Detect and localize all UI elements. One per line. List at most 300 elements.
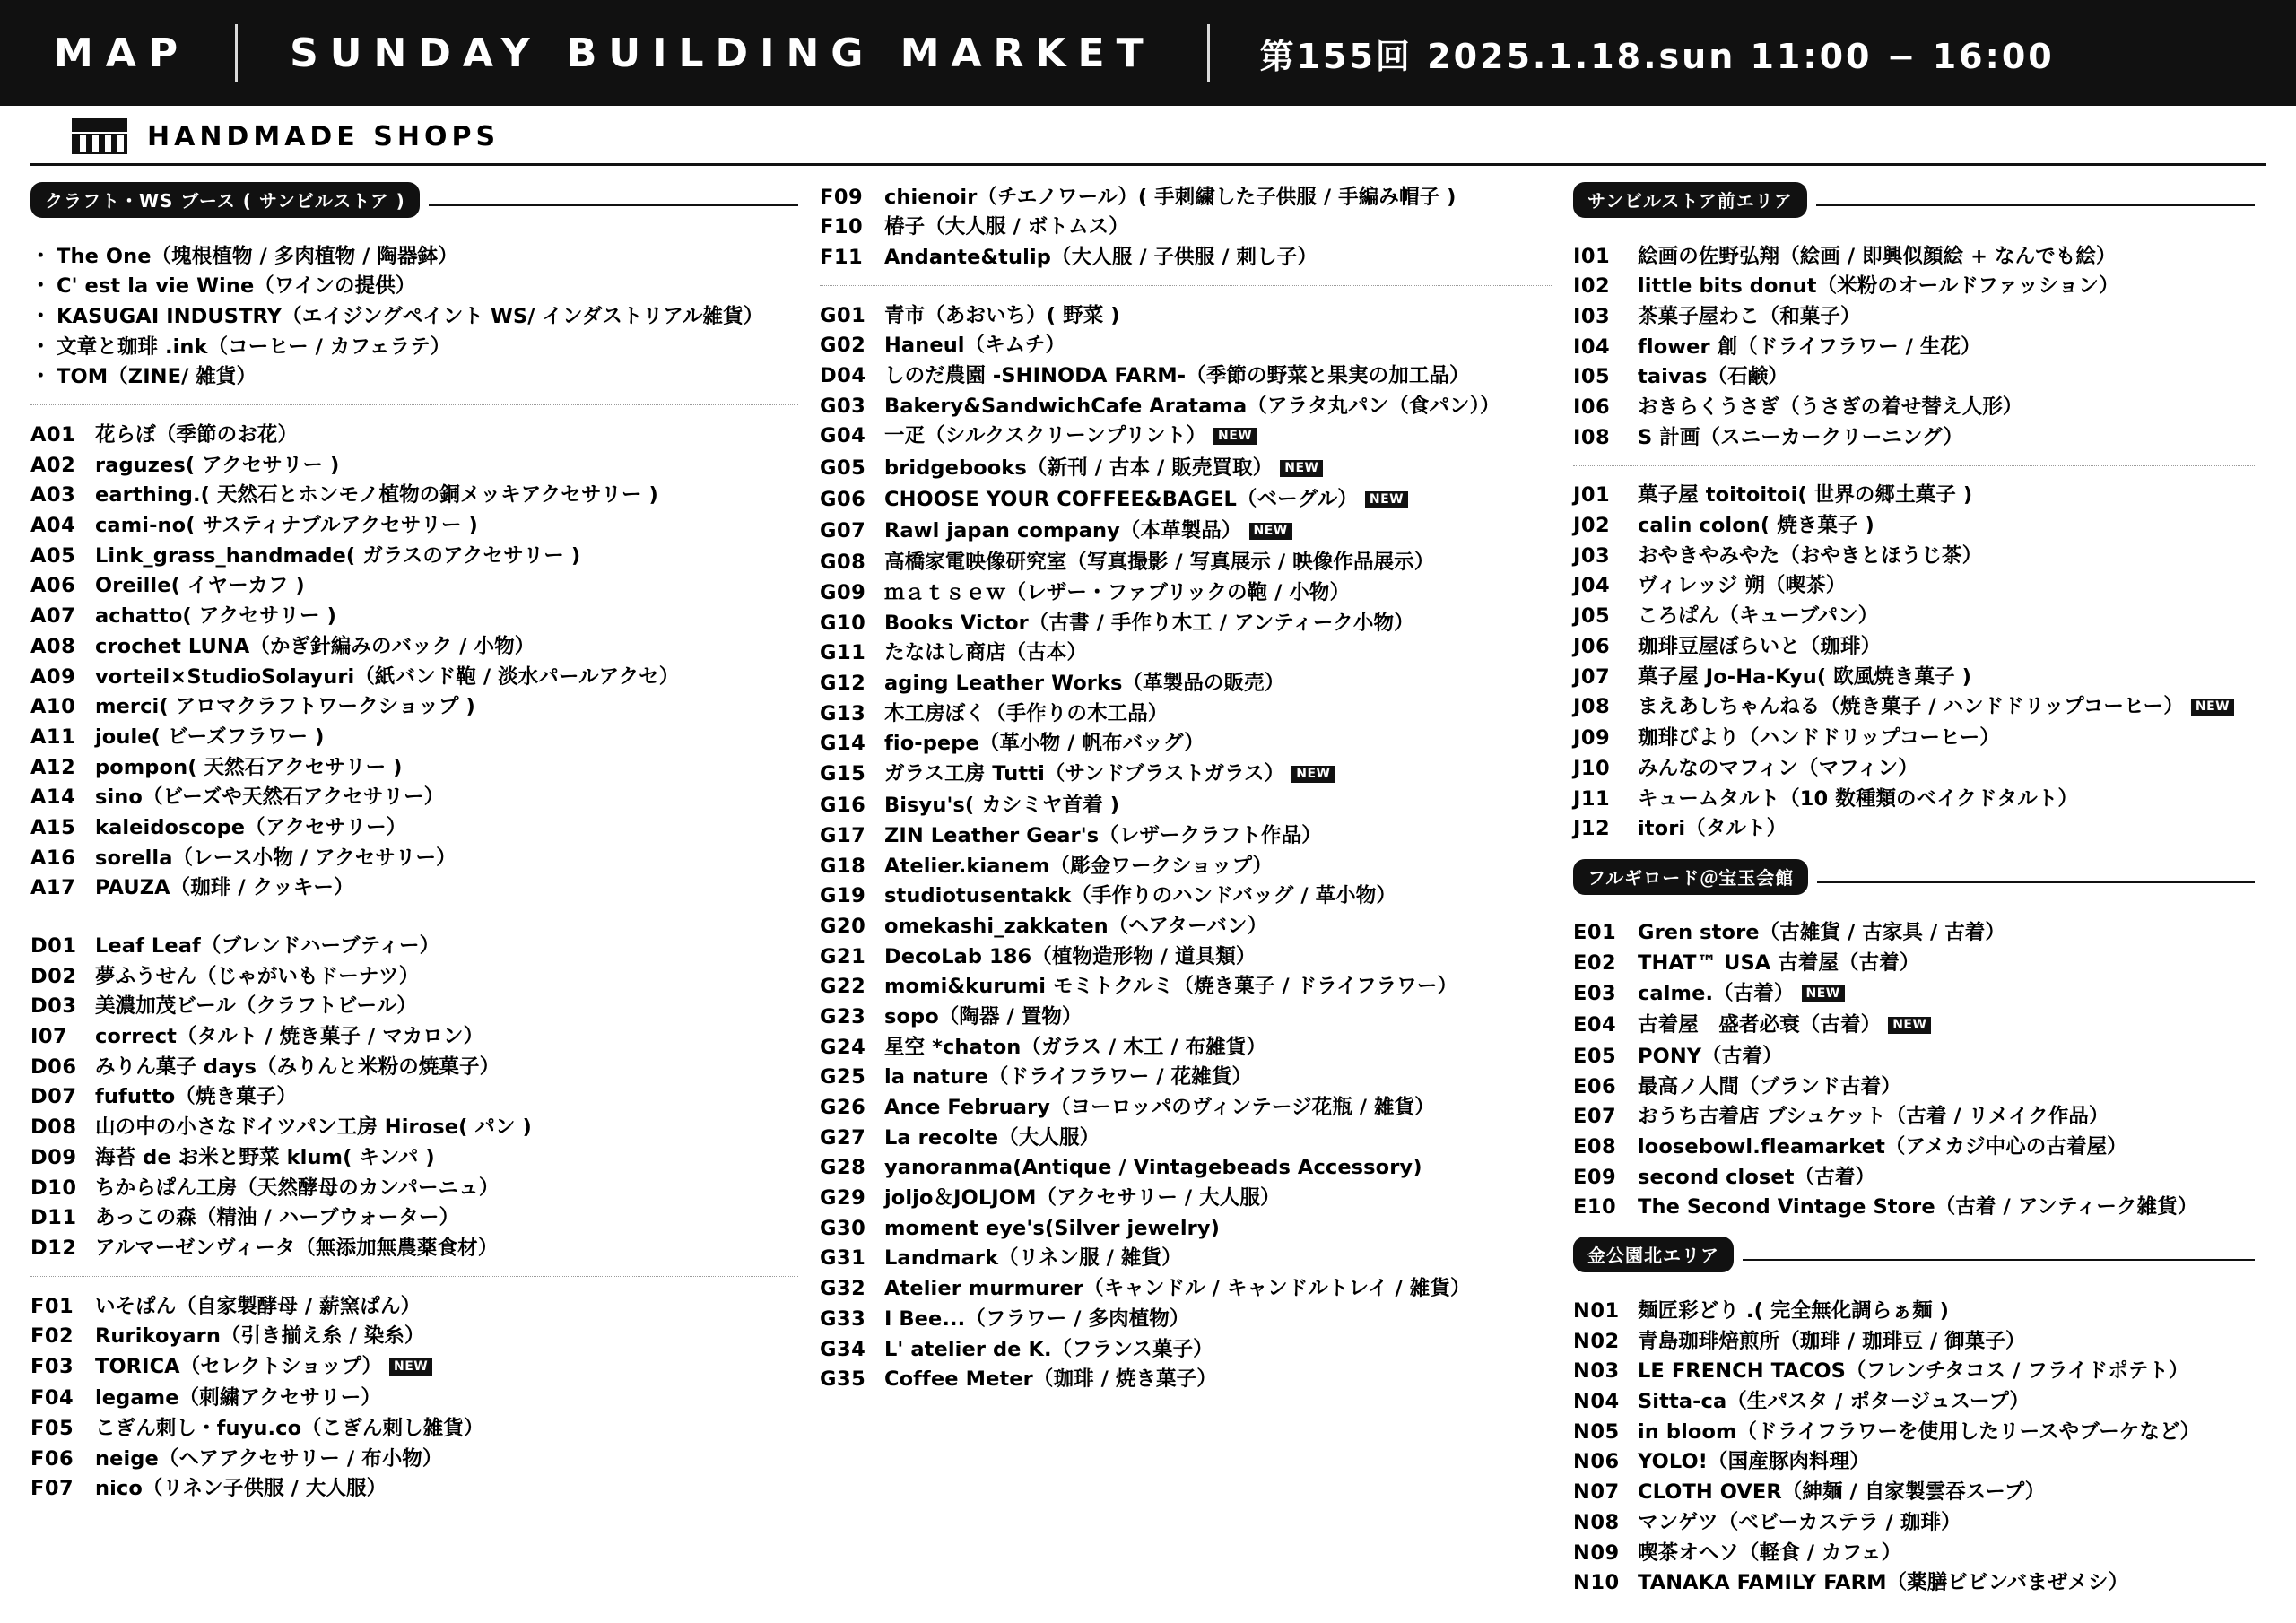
booth-code: E09	[1573, 1165, 1617, 1189]
list-item	[30, 272, 798, 302]
booth-code: N02	[1573, 1329, 1620, 1353]
list-item	[820, 699, 1552, 729]
booth-code: G27	[820, 1125, 866, 1150]
list-item	[1573, 362, 2255, 393]
list-item	[30, 722, 798, 752]
shop-name: ｍａｔｓｅｗ（レザー・ファブリックの鞄 / 小物）	[884, 580, 1351, 604]
list-item	[1573, 1568, 2255, 1599]
booth-code: D09	[30, 1145, 77, 1169]
booth-code: A10	[30, 695, 76, 719]
booth-code: G08	[820, 551, 866, 575]
shop-name: 菓子屋 toitoitoi( 世界の郷土菓子 )	[1638, 483, 1973, 508]
list-item	[30, 1113, 798, 1143]
list-item	[1573, 1193, 2255, 1223]
list-item	[820, 453, 1552, 484]
booth-code: I04	[1573, 334, 1611, 359]
shop-name: bridgebooks（新刊 / 古本 / 販売買取）	[884, 456, 1274, 480]
new-badge: NEW	[2191, 699, 2234, 716]
list-item	[820, 360, 1552, 391]
booth-code: A03	[30, 483, 76, 508]
shop-name: ガラス工房 Tutti（サンドブラストガラス）	[884, 761, 1285, 785]
booth-code: J08	[1573, 695, 1611, 719]
list-item	[1573, 541, 2255, 571]
booth-code: E08	[1573, 1134, 1617, 1159]
booth-code: A05	[30, 543, 76, 568]
shop-name: vorteil×StudioSolayuri（紙バンド鞄 / 淡水パールアクセ）	[95, 664, 680, 689]
column-1	[30, 182, 820, 1612]
group-divider	[820, 285, 1552, 286]
shop-name: 木工房ぼく（手作りの木工品）	[884, 701, 1169, 725]
list-item	[1573, 1072, 2255, 1102]
shop-name: Haneul（キムチ）	[884, 334, 1065, 358]
booth-code: G15	[820, 761, 866, 785]
section-rule	[1817, 881, 2255, 883]
shop-name: おやきやみやた（おやきとほうじ茶）	[1638, 543, 1983, 568]
list-item	[1573, 602, 2255, 632]
booth-code: G35	[820, 1367, 866, 1392]
section-rule	[429, 204, 798, 206]
booth-code: G14	[820, 732, 866, 756]
list-item	[30, 1082, 798, 1113]
booth-code: G18	[820, 854, 866, 878]
list-item	[820, 1213, 1552, 1244]
shop-name: omekashi_zakkaten（ヘアターバン）	[884, 914, 1268, 938]
shop-name: KASUGAI INDUSTRY（エイジングペイント WS/ インダストリアル雑貨）	[57, 304, 764, 328]
section-spacer	[1573, 1598, 2255, 1612]
list-item	[1573, 1132, 2255, 1162]
booth-code: A17	[30, 876, 76, 900]
section-spacer	[820, 1394, 1552, 1409]
shop-name: Bakery&SandwichCafe Aratama（アラタ丸パン（食パン））	[884, 394, 1500, 418]
booth-code: D11	[30, 1206, 77, 1230]
booth-code: D10	[30, 1176, 77, 1200]
list-item	[30, 241, 798, 272]
shop-name: joule( ビーズフラワー )	[95, 725, 325, 749]
booth-code: J12	[1573, 817, 1611, 841]
shop-name: 海苔 de お米と野菜 klum( キンパ )	[95, 1145, 435, 1169]
booth-code: G04	[820, 424, 866, 448]
shop-name: Sitta-ca（生パスタ / ポタージュスープ）	[1638, 1390, 2030, 1414]
section-tag: サンビルストア前エリア	[1573, 182, 1807, 218]
shop-name: ころぱん（キューブパン）	[1638, 604, 1879, 629]
booth-code: G33	[820, 1306, 866, 1331]
list-item	[820, 1123, 1552, 1153]
booth-code: J03	[1573, 543, 1611, 568]
shop-name: studiotusentakk（手作りのハンドバッグ / 革小物）	[884, 884, 1396, 908]
shop-name: 文章と珈琲 .ink（コーヒー / カフェラテ）	[57, 334, 451, 359]
shop-name: fufutto（焼き菓子）	[95, 1085, 297, 1109]
list-item	[30, 571, 798, 602]
list-item	[820, 300, 1552, 331]
list-item	[820, 213, 1552, 243]
shop-name: THAT™ USA 古着屋（古着）	[1638, 950, 1920, 975]
shop-name: momi&kurumi モミトクルミ（焼き菓子 / ドライフラワー）	[884, 975, 1458, 999]
list-item	[30, 873, 798, 904]
list-item	[820, 516, 1552, 547]
list-item	[1573, 1326, 2255, 1357]
shop-name: earthing.( 天然石とホンモノ植物の銅メッキアクセサリー )	[95, 483, 658, 508]
shop-name: raguzes( アクセサリー )	[95, 453, 340, 477]
list-item	[1573, 754, 2255, 785]
shop-name: YOLO!（国産豚肉料理）	[1638, 1450, 1870, 1474]
booth-code: N01	[1573, 1299, 1620, 1324]
shop-name: 山の中の小さなドイツパン工房 Hirose( パン )	[95, 1115, 532, 1140]
booth-code: A02	[30, 453, 76, 477]
booth-code: G21	[820, 944, 866, 968]
list-item	[820, 548, 1552, 578]
shop-name: Ance February（ヨーロッパのヴィンテージ花瓶 / 雑貨）	[884, 1096, 1435, 1120]
list-item	[820, 577, 1552, 608]
booth-code: G29	[820, 1186, 866, 1211]
shop-name: こぎん刺し・fuyu.co（こぎん刺し雑貨）	[95, 1416, 484, 1440]
booth-code: N08	[1573, 1510, 1620, 1534]
shop-name: Oreille( イヤーカフ )	[95, 574, 305, 598]
list-item	[820, 759, 1552, 790]
list-item	[820, 484, 1552, 516]
list-item	[1573, 1010, 2255, 1041]
shop-name: Landmark（リネン服 / 雑貨）	[884, 1246, 1182, 1271]
booth-code: G17	[820, 823, 866, 847]
list-item	[1573, 1478, 2255, 1508]
list-item	[30, 602, 798, 632]
shop-name: fio-pepe（革小物 / 帆布バッグ）	[884, 732, 1205, 756]
list-item	[820, 791, 1552, 821]
shop-name: 古着屋 盛者必衰（古着）	[1638, 1012, 1882, 1037]
booth-code: G12	[820, 671, 866, 695]
section-spacer	[1573, 845, 2255, 859]
shop-name: achatto( アクセサリー )	[95, 604, 336, 629]
section-spacer	[30, 1504, 798, 1518]
booth-code: A01	[30, 423, 76, 447]
section-tag: 金公園北エリア	[1573, 1237, 1734, 1272]
list-item	[820, 1032, 1552, 1063]
column-2	[820, 182, 1573, 1612]
booth-code: D01	[30, 934, 77, 959]
shop-name: Rawl japan company（本革製品）	[884, 518, 1242, 542]
booth-code: ・	[30, 334, 52, 359]
new-badge: NEW	[1249, 523, 1292, 540]
shop-name: Rurikoyarn（引き揃え糸 / 染糸）	[95, 1324, 425, 1349]
booth-code: J11	[1573, 786, 1611, 811]
list-item	[30, 511, 798, 542]
booth-code: E01	[1573, 921, 1617, 945]
list-item	[30, 420, 798, 450]
list-item	[30, 481, 798, 511]
shop-name: in bloom（ドライフラワーを使用したリースやブーケなど）	[1638, 1419, 2201, 1444]
list-item	[1573, 241, 2255, 272]
booth-code: I01	[1573, 244, 1611, 268]
booth-code: G09	[820, 580, 866, 604]
booth-code: J07	[1573, 664, 1611, 689]
shop-name: 青市（あおいち）( 野菜 )	[884, 303, 1120, 327]
list-item	[1573, 1162, 2255, 1193]
list-item	[1573, 948, 2255, 978]
list-item	[1573, 1387, 2255, 1418]
shop-name: みりん菓子 days（みりんと米粉の焼菓子）	[95, 1055, 500, 1079]
shop-name: 最高ノ人間（ブランド古着）	[1638, 1074, 1901, 1098]
shop-name: おきらくうさぎ（うさぎの着せ替え人形）	[1638, 395, 2023, 420]
section-header-sunbill-front	[1573, 182, 2255, 229]
shop-name: ちからぱん工房（天然酵母のカンパーニュ）	[95, 1176, 500, 1200]
list-item	[1573, 631, 2255, 662]
shop-name: あっこの森（精油 / ハーブウォーター）	[95, 1206, 460, 1230]
list-item	[1573, 1102, 2255, 1133]
booth-code: ・	[30, 274, 52, 299]
booth-code: F06	[30, 1446, 74, 1471]
booth-code: A04	[30, 514, 76, 538]
list-item	[820, 1063, 1552, 1093]
shop-name: loosebowl.fleamarket（アメカジ中心の古着屋）	[1638, 1134, 2127, 1159]
shop-name: yanoranma(Antique / Vintagebeads Accessory)	[884, 1156, 1422, 1180]
shop-name: Coffee Meter（珈琲 / 焼き菓子）	[884, 1367, 1217, 1392]
shop-name: ZIN Leather Gear's（レザークラフト作品）	[884, 823, 1322, 847]
booth-code: N04	[1573, 1390, 1620, 1414]
booth-code: I07	[30, 1025, 68, 1049]
list-item	[820, 391, 1552, 421]
booth-code: A06	[30, 574, 76, 598]
shop-name: C' est la vie Wine（ワインの提供）	[57, 274, 416, 299]
booth-code: F05	[30, 1416, 74, 1440]
shop-name: 麺匠彩どり .( 完全無化調らぁ麺 )	[1638, 1299, 1950, 1324]
shop-name: 菓子屋 Jo-Ha-Kyu( 欧風焼き菓子 )	[1638, 664, 1972, 689]
new-badge: NEW	[1280, 460, 1323, 477]
list-item	[1573, 814, 2255, 845]
shop-name: 喫茶オヘソ（軽食 / カフェ）	[1638, 1541, 1902, 1565]
list-item	[820, 851, 1552, 881]
list-item	[820, 182, 1552, 213]
shop-name: アルマーゼンヴィータ（無添加無農薬食材）	[95, 1236, 499, 1260]
list-item	[30, 1052, 798, 1082]
list-item	[1573, 1538, 2255, 1568]
shop-name: S 計画（スニーカークリーニング）	[1638, 425, 1964, 449]
subheader-label: HANDMADE SHOPS	[147, 120, 500, 152]
column-3	[1573, 182, 2255, 1612]
list-item	[820, 638, 1552, 669]
booth-code: G03	[820, 394, 866, 418]
section-header-kinkoen-north	[1573, 1237, 2255, 1283]
list-item	[30, 992, 798, 1022]
list-item	[820, 1184, 1552, 1214]
list-item	[820, 942, 1552, 972]
shop-name: マンゲツ（ベビーカステラ / 珈琲）	[1638, 1510, 1961, 1534]
list-item	[820, 1002, 1552, 1032]
section-tag: クラフト・WS ブース ( サンビルストア )	[30, 182, 420, 218]
booth-code: F01	[30, 1294, 74, 1318]
list-item	[1573, 422, 2255, 453]
booth-code: J05	[1573, 604, 1611, 629]
list-item	[30, 1233, 798, 1263]
booth-code: N05	[1573, 1419, 1620, 1444]
list-item	[1573, 1041, 2255, 1072]
shop-name: みんなのマフィン（マフィン）	[1638, 757, 1918, 781]
list-item	[1573, 1447, 2255, 1478]
list-item	[30, 1351, 798, 1383]
booth-code: F10	[820, 215, 864, 239]
list-item	[820, 1365, 1552, 1395]
list-item	[30, 1291, 798, 1322]
section-header-furugi-road	[1573, 859, 2255, 906]
list-item	[30, 843, 798, 873]
shop-name: しのだ農園 -SHINODA FARM-（季節の野菜と果実の加工品）	[884, 364, 1470, 388]
listing-columns	[0, 166, 2296, 1612]
shop-name: itori（タルト）	[1638, 817, 1787, 841]
booth-code: F11	[820, 245, 864, 269]
booth-code: J01	[1573, 483, 1611, 508]
shop-name: 珈琲豆屋ぼらいと（珈琲）	[1638, 634, 1882, 658]
booth-code: ・	[30, 304, 52, 328]
list-item	[30, 1142, 798, 1173]
list-item	[30, 1022, 798, 1053]
shop-name: TORICA（セレクトショップ）	[95, 1354, 383, 1378]
list-item	[30, 1322, 798, 1352]
shop-name: moment eye's(Silver jewelry)	[884, 1216, 1221, 1240]
list-item	[30, 961, 798, 992]
shop-name: 花らぼ（季節のお花）	[95, 423, 299, 447]
list-item	[30, 301, 798, 332]
booth-code: G24	[820, 1035, 866, 1059]
list-item	[1573, 784, 2255, 814]
list-item	[30, 1203, 798, 1234]
list-item	[1573, 1296, 2255, 1326]
new-badge: NEW	[1888, 1017, 1931, 1034]
shop-name: 珈琲びより（ハンドドリップコーヒー）	[1638, 726, 2000, 751]
booth-code: E10	[1573, 1195, 1617, 1219]
booth-code: G31	[820, 1246, 866, 1271]
booth-code: N10	[1573, 1571, 1620, 1595]
list-item	[30, 362, 798, 393]
shop-name: aging Leather Works（革製品の販売）	[884, 671, 1285, 695]
shop-name: Atelier.kianem（彫金ワークショップ）	[884, 854, 1273, 878]
shop-name: いそぱん（自家製酵母 / 薪窯ぱん）	[95, 1294, 422, 1318]
group-divider	[1573, 465, 2255, 466]
booth-code: G16	[820, 794, 866, 818]
booth-code: G22	[820, 975, 866, 999]
list-item	[1573, 571, 2255, 602]
booth-code: I06	[1573, 395, 1611, 420]
shop-name: TOM（ZINE/ 雑貨）	[57, 365, 257, 389]
shop-name: LE FRENCH TACOS（フレンチタコス / フライドポテト）	[1638, 1359, 2189, 1384]
shop-name: sino（ビーズや天然石アクセサリー）	[95, 785, 445, 810]
booth-code: A07	[30, 604, 76, 629]
booth-code: G34	[820, 1337, 866, 1361]
list-item	[1573, 332, 2255, 362]
booth-code: G30	[820, 1216, 866, 1240]
booth-code: A14	[30, 785, 76, 810]
booth-code: A15	[30, 815, 76, 839]
booth-code: G10	[820, 611, 866, 635]
booth-code: D06	[30, 1055, 77, 1079]
shop-name: The One（塊根植物 / 多肉植物 / 陶器鉢）	[57, 244, 458, 268]
list-item	[820, 331, 1552, 361]
booth-code: A11	[30, 725, 76, 749]
shop-name: calin colon( 焼き菓子 )	[1638, 514, 1874, 538]
booth-code: E02	[1573, 950, 1617, 975]
section-tag: フルギロード＠宝玉会館	[1573, 859, 1808, 895]
shop-name: cami-no( サスティナブルアクセサリー )	[95, 514, 478, 538]
shop-name: merci( アロマクラフトワークショップ )	[95, 695, 475, 719]
shop-name: Books Victor（古書 / 手作り木工 / アンティーク小物）	[884, 611, 1414, 635]
booth-code: G02	[820, 334, 866, 358]
list-item	[30, 450, 798, 481]
booth-code: D07	[30, 1085, 77, 1109]
booth-code: D03	[30, 994, 77, 1019]
list-item	[820, 820, 1552, 851]
shop-name: PONY（古着）	[1638, 1044, 1783, 1068]
booth-code: G25	[820, 1065, 866, 1089]
list-item	[820, 972, 1552, 1002]
booth-code: F02	[30, 1324, 74, 1349]
shop-name: calme.（古着）	[1638, 981, 1795, 1005]
list-item	[30, 1474, 798, 1505]
list-item	[1573, 662, 2255, 692]
event-date: 第155回 2025.1.18.sun 11:00 − 16:00	[1259, 36, 2055, 76]
list-item	[30, 812, 798, 843]
booth-code: D12	[30, 1236, 77, 1260]
new-badge: NEW	[389, 1358, 432, 1376]
booth-code: D04	[820, 364, 866, 388]
shop-name: 美濃加茂ビール（クラフトビール）	[95, 994, 417, 1019]
section-header-craft-ws	[30, 182, 798, 229]
booth-code: ・	[30, 365, 52, 389]
booth-code: G13	[820, 701, 866, 725]
booth-code: I02	[1573, 274, 1611, 299]
list-item	[820, 421, 1552, 453]
booth-code: J10	[1573, 757, 1611, 781]
list-item	[820, 729, 1552, 759]
shop-name: flower 創（ドライフラワー / 生花）	[1638, 334, 1981, 359]
booth-code: F07	[30, 1477, 74, 1501]
shop-name: TANAKA FAMILY FARM（薬膳ビビンバまぜメシ）	[1638, 1571, 2129, 1595]
booth-code: ・	[30, 244, 52, 268]
list-item	[30, 1173, 798, 1203]
booth-code: J04	[1573, 574, 1611, 598]
shop-name: DecoLab 186（植物造形物 / 道具類）	[884, 944, 1257, 968]
shop-name: 絵画の佐野弘翔（絵画 / 即興似顔絵 + なんでも絵）	[1638, 244, 2117, 268]
booth-code: G26	[820, 1096, 866, 1120]
shop-name: la nature（ドライフラワー / 花雑貨）	[884, 1065, 1252, 1089]
list-item	[30, 332, 798, 362]
booth-code: E04	[1573, 1012, 1617, 1037]
list-item	[820, 1334, 1552, 1365]
list-item	[820, 1244, 1552, 1274]
booth-code: G23	[820, 1004, 866, 1028]
shop-name: 椿子（大人服 / ボトムス）	[884, 215, 1129, 239]
booth-code: D02	[30, 964, 77, 988]
booth-code: F04	[30, 1386, 74, 1410]
shop-name: crochet LUNA（かぎ針編みのバック / 小物）	[95, 634, 535, 658]
new-badge: NEW	[1365, 491, 1408, 508]
booth-code: N09	[1573, 1541, 1620, 1565]
booth-code: G20	[820, 914, 866, 938]
shop-name: nico（リネン子供服 / 大人服）	[95, 1477, 387, 1501]
list-item	[30, 1384, 798, 1414]
section-rule	[1816, 204, 2255, 206]
booth-code: N07	[1573, 1480, 1620, 1505]
shop-name: neige（ヘアアクセサリー / 布小物）	[95, 1446, 443, 1471]
booth-code: G01	[820, 303, 866, 327]
list-item	[30, 692, 798, 723]
shop-name: kaleidoscope（アクセサリー）	[95, 815, 407, 839]
shop-name: おうち古着店 ブシュケット（古着 / リメイク作品）	[1638, 1105, 2109, 1129]
booth-code: E07	[1573, 1105, 1617, 1129]
shop-name: legame（刺繍アクセサリー）	[95, 1386, 381, 1410]
shop-name: 星空 *chaton（ガラス / 木工 / 布雑貨）	[884, 1035, 1267, 1059]
shop-name: たなはし商店（古本）	[884, 641, 1088, 665]
booth-code: G07	[820, 518, 866, 542]
booth-code: F03	[30, 1354, 74, 1378]
list-item	[30, 931, 798, 961]
booth-code: G06	[820, 487, 866, 511]
